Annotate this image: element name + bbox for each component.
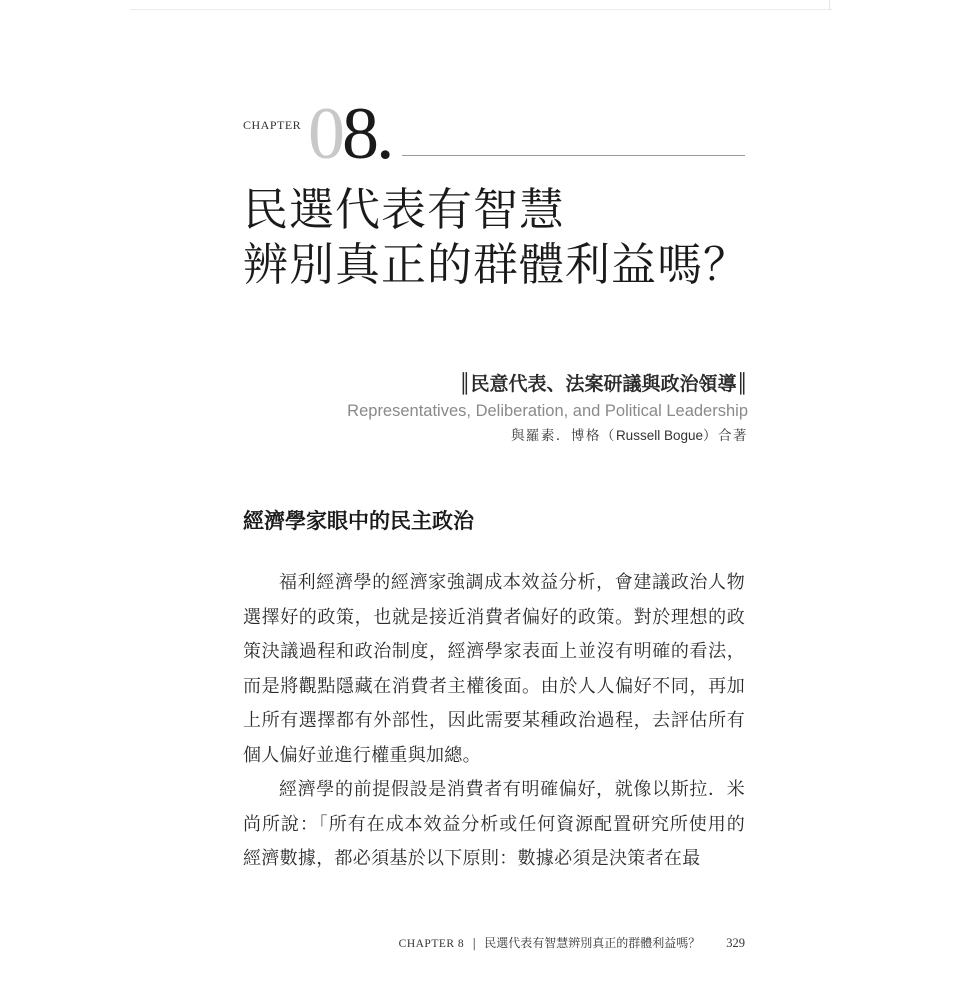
footer-title: 民選代表有智慧辨別真正的群體利益嗎？	[484, 936, 701, 950]
chapter-number	[308, 94, 392, 174]
subtitle-chinese: ║民意代表、法案研議與政治領導║	[459, 373, 748, 395]
chapter-title-line-1: 民選代表有智慧	[243, 183, 566, 236]
body-paragraph-1: 福利經濟學的經濟家強調成本效益分析，會建議政治人物選擇好的政策，也就是接近消費者偏好的政策。對於理想的政策決議過程和政治制度，經濟學家表面上並沒有明確的看法，而是將觀點隱藏在消費者主權後面。由於人人偏好不同，再加上所有選擇都有外部性，因此需要某種政治過程，去評估所有個人偏好並進行權重與加總。	[243, 572, 745, 766]
chapter-title-line-2: 辨別真正的群體利益嗎？	[243, 238, 750, 291]
author-name-latin: Russell Bogue	[615, 428, 703, 443]
top-edge-rule	[130, 9, 832, 10]
chapter-title	[243, 182, 763, 292]
body-paragraph-2: 經濟學的前提假設是消費者有明確偏好，就像以斯拉．米尚所說：「所有在成本效益分析或任何資源配置研究所使用的經濟數據，都必須基於以下原則：數據必須是決策者在最	[243, 779, 745, 869]
chapter-rule	[402, 155, 745, 156]
body-text	[243, 566, 745, 877]
chapter-number-digit: 8.	[342, 93, 392, 175]
author-credit	[300, 424, 748, 448]
chapter-number-zero: 0	[308, 93, 342, 175]
top-edge-tick	[829, 0, 830, 10]
chapter-label: CHAPTER	[243, 118, 302, 132]
section-heading: 經濟學家眼中的民主政治	[243, 509, 474, 533]
page-footer	[300, 934, 745, 951]
footer-chapter: CHAPTER 8	[398, 938, 465, 950]
footer-separator: |	[472, 936, 477, 950]
author-suffix: ）合著	[703, 428, 748, 444]
byline	[300, 370, 748, 448]
subtitle-english: Representatives, Deliberation, and Political Leadership	[347, 402, 748, 420]
page-number: 329	[726, 936, 745, 950]
author-prefix: 與羅素．博格（	[510, 428, 616, 444]
